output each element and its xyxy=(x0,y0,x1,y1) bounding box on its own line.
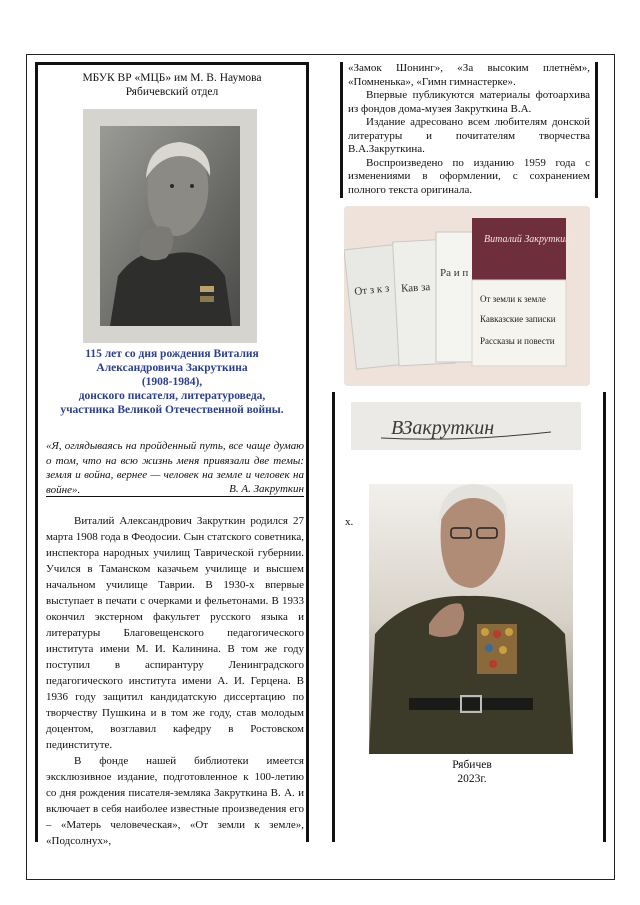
left-column xyxy=(35,62,309,847)
edition-description xyxy=(340,62,598,198)
anniversary-heading xyxy=(38,347,306,417)
book-author: Виталий Закруткин xyxy=(484,234,571,245)
book-cover-title: Рассказы и повести xyxy=(480,336,555,346)
book-cover-title: От земли к земле xyxy=(480,294,546,304)
portrait-photo xyxy=(100,126,240,326)
book-side-title: От з к з xyxy=(353,282,390,298)
bio-paragraph: Виталий Александрович Закруткин родился 27 марта 1908 года в Феодосии. Сын статского советника, инспектора народных училищ Таврической губернии. Учился в Таманском казачьем училище и высшем начальном училище Таврии. В 1930-х впервые выступает в печати с очерками и фельетонами. В 1933 окончил экстерном факультет русского языка и литературы Благовещенского педагогического института имени М. И. Калинина. В том же году поступил в аспирантуру Ленинградского педагогического института имени А. И. Герцена. В 1936 году защитил кандидатскую диссертацию по творчеству Пушкина и в том же году, став молодым доцентом, возглавил кафедру в Ростовском пединституте. xyxy=(46,515,304,751)
quote-author: В. А. Закруткин xyxy=(46,483,304,497)
year: 2023г. xyxy=(457,773,487,785)
epigraph-quote: «Я, оглядываясь на пройденный путь, все чаще думаю о том, что на всю жизнь меня привязали две темы: земля и война, вернее — человек на земле и человек на войне». xyxy=(46,440,304,496)
intro-paragraph: «Замок Шонинг», «За высоким плетнём», «Помненька», «Гимн гимнастерке». xyxy=(348,62,590,88)
intro-paragraph: Издание адресовано всем любителям донской литературы и почитателям творчества В.А.Закруткина. xyxy=(348,116,590,155)
org-name: МБУК ВР «МЦБ» им М. В. Наумова xyxy=(82,72,262,84)
intro-paragraph: Впервые публикуются материалы фотоархива из фондов дома-музея Закруткина В.А. xyxy=(348,89,590,115)
veteran-photo xyxy=(369,484,573,754)
books-photo xyxy=(344,206,590,386)
bio-paragraph: В фонде нашей библиотеки имеется эксклюзивное издание, подготовленное к 100-летию со дня рождения писателя-земляка Закруткина В. А. и включает в себя наиболее известные произведения его – «Матерь человеческая», «От земли к земле», «Подсолнух», xyxy=(46,755,304,847)
photo-section xyxy=(332,392,606,842)
book-cover-title: Кавказские записки xyxy=(480,314,556,324)
signature-text: ВЗакруткин xyxy=(391,417,495,439)
org-department: Рябичевский отдел xyxy=(125,86,219,98)
heading-line: (1908-1984), xyxy=(141,376,203,388)
place-name: Рябичев xyxy=(452,759,492,771)
heading-line: Александровича Закруткина xyxy=(96,362,248,374)
place-and-year xyxy=(335,758,609,786)
book-side-title: Ра и п xyxy=(440,267,469,279)
signature-image xyxy=(351,402,581,450)
biography-text xyxy=(46,513,304,849)
heading-line: донского писателя, литературоведа, xyxy=(78,390,266,402)
organization-header xyxy=(38,71,306,99)
portrait-frame xyxy=(83,109,257,343)
heading-line: участника Великой Отечественной войны. xyxy=(60,404,284,416)
intro-paragraph: Воспроизведено по изданию 1959 года с изменениями в оформлении, с сохранением полного текста оригинала. xyxy=(348,156,590,196)
stray-mark: х. xyxy=(345,516,354,528)
book-side-title: Кав за xyxy=(400,281,431,295)
right-column xyxy=(332,62,606,842)
heading-line: 115 лет со дня рождения Виталия xyxy=(85,348,259,360)
